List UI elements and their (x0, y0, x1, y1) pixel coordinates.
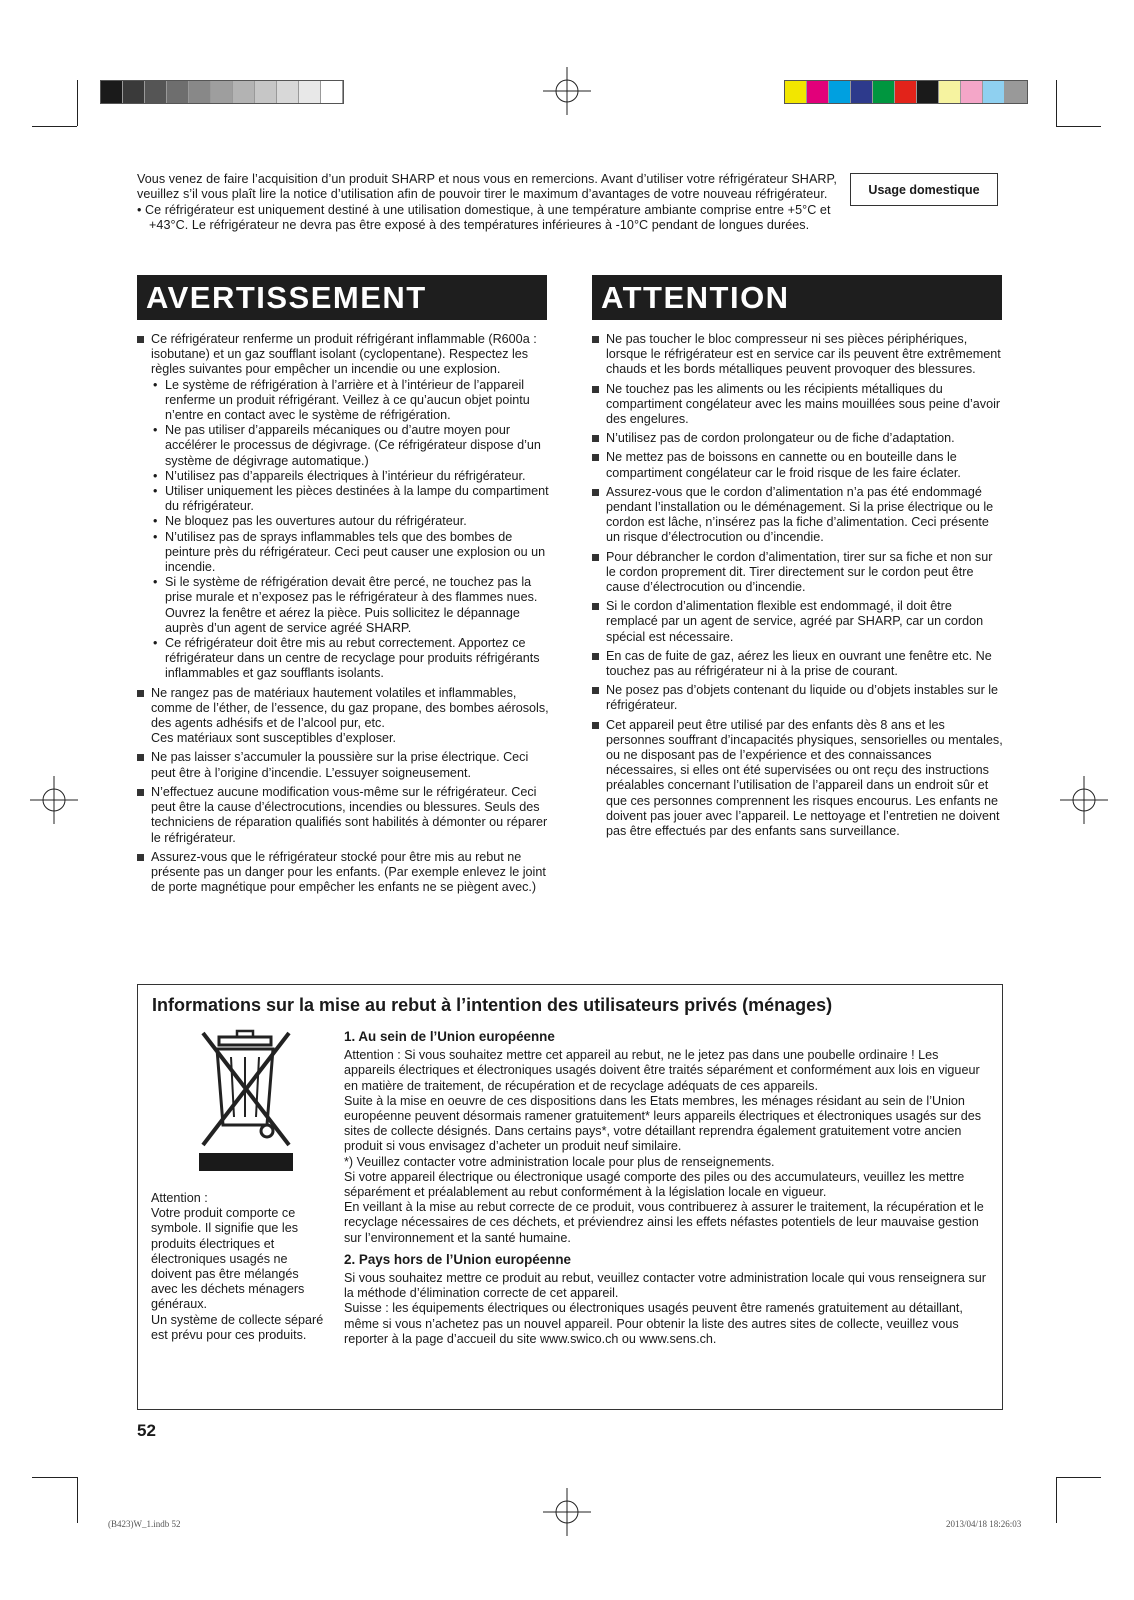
list-item: N’utilisez pas de cordon prolongateur ou de fiche d’adaptation. (592, 431, 1004, 446)
color-swatch (123, 81, 145, 103)
color-swatch (807, 81, 829, 103)
section-heading-non-eu: 2. Pays hors de l’Union européenne (344, 1251, 571, 1267)
crop-mark (32, 1477, 77, 1478)
warning-heading: AVERTISSEMENT (137, 275, 547, 320)
list-item: Pour débrancher le cordon d’alimentation, tirer sur sa fiche et non sur le cordon proprement dit. Tirer directement sur le cordon peut être cause d’électrocution ou d’incendie. (592, 550, 1004, 596)
sub-item: • Ce réfrigérateur doit être mis au rebut correctement. Apportez ce réfrigérateur dans un centre de recyclage pour produits réfrigérants inflammables et gaz soufflants isolants. (151, 636, 552, 682)
crop-mark (32, 126, 77, 127)
color-swatch (277, 81, 299, 103)
sub-item: • Ne bloquez pas les ouvertures autour du réfrigérateur. (151, 514, 552, 529)
paragraph: Suisse : les équipements électriques ou électroniques usagés peuvent être ramenés gratuitement au détaillant, même si vous n’achetez pas un nouvel appareil. Pour obtenir la liste des autres sites de collecte, veuillez vous reporter à la page d’accueil du site www.swico.ch ou www.sens.ch. (344, 1301, 963, 1346)
color-swatch (299, 81, 321, 103)
list-item: Cet appareil peut être utilisé par des enfants dès 8 ans et les personnes souffrant d’incapacités physiques, sensorielles ou mentales, ou ne disposant pas de l’expérience et des connaissances nécessaires, si elles ont été supervisées ou ont reçu des instructions préalables concernant l’utilisation de l’appareil dans un endroit sûr et que ces personnes comprennent les risques encourus. Les enfants ne doivent pas jouer avec l’appareil. Le nettoyage et l’entretien ne doivent pas être effectués par des enfants sans surveillance. (592, 718, 1004, 840)
warning-list (137, 332, 552, 895)
color-swatch (211, 81, 233, 103)
color-swatch (917, 81, 939, 103)
paragraph: Suite à la mise en oeuvre de ces dispositions dans les Etats membres, les ménages résidant au sein de l’Union européenne peuvent désormais ramener gratuitement* leurs appareils électriques et électroniques usagés sur des sites de collecte désignés. Dans certains pays*, votre détaillant reprendra également gratuitement votre ancien produit si vous envisagez d’acheter un produit neuf similaire. (344, 1093, 982, 1154)
list-item: Ne pas toucher le bloc compresseur ni ses pièces périphériques, lorsque le réfrigérateur est en service car ils peuvent être extrêmement chauds et les bords métalliques peuvent provoquer des blessures. (592, 332, 1004, 378)
file-slug: (B423)W_1.indb 52 (108, 1519, 181, 1529)
list-item: Ne touchez pas les aliments ou les récipients métalliques du compartiment congélateur avec les mains mouillées sous peine d’avoir des engelures. (592, 382, 1004, 428)
color-swatch (939, 81, 961, 103)
intro-paragraph: Vous venez de faire l’acquisition d’un produit SHARP et nous vous en remercions. Avant d’utiliser votre réfrigérateur SHARP, veuillez s’il vous plaît lire la notice d’utilisation afin de pouvoir tirer le maximum d’avantages de votre nouveau réfrigérateur. (137, 172, 837, 202)
disposal-info-box (137, 984, 1003, 1410)
color-swatch (873, 81, 895, 103)
registration-mark-icon (543, 67, 591, 115)
list-item: Ne posez pas d’objets contenant du liquide ou d’objets instables sur le réfrigérateur. (592, 683, 1004, 713)
list-item: Si le cordon d’alimentation flexible est endommagé, il doit être remplacé par un agent de service, agréé par SHARP, car un cordon spécial est nécessaire. (592, 599, 1004, 645)
attention-heading: ATTENTION (592, 275, 1002, 320)
crop-mark (1056, 1477, 1101, 1478)
list-item: Assurez-vous que le cordon d’alimentation n’a pas été endommagé pendant l’installation ou le déménagement. Si la prise électrique ou le cordon est lâche, n’insérez pas la fiche d’alimentation. Ceci présente un risque d’électrocution ou d’incendie. (592, 485, 1004, 546)
sub-item: • N’utilisez pas de sprays inflammables tels que des bombes de peinture près du réfrigérateur. Ceci peut causer une explosion ou un incendie. (151, 530, 552, 576)
page-number: 52 (137, 1421, 156, 1440)
list-item: N’effectuez aucune modification vous-même sur le réfrigérateur. Ceci peut être la cause d’électrocutions, incendies ou blessures. Seuls des techniciens de réparation qualifiés sont habilités à démonter ou réparer le réfrigérateur. (137, 785, 552, 846)
paragraph: Attention : Si vous souhaitez mettre cet appareil au rebut, ne le jetez pas dans une poubelle ordinaire ! Les appareils électriques et électroniques usagés doivent être traités séparément et conformément aux lois en vigueur en matière de traitement, de récupération et de recyclage adéquats de ces appareils. (344, 1048, 980, 1093)
disposal-main-text (344, 1029, 992, 1347)
registration-mark-icon (543, 1488, 591, 1536)
list-item: En cas de fuite de gaz, aérez les lieux en ouvrant une fenêtre etc. Ne touchez pas au réfrigérateur ni à la prise de courant. (592, 649, 1004, 679)
paragraph: Si votre appareil électrique ou électronique usagé comporte des piles ou des accumulateurs, veuillez les mettre séparément et préalablement au rebut conformément à la législation locale en vigueur. (344, 1169, 965, 1200)
crop-mark (1056, 80, 1057, 126)
color-swatch (145, 81, 167, 103)
color-swatch (101, 81, 123, 103)
list-item: Ne mettez pas de boissons en cannette ou en bouteille dans le compartiment congélateur car le froid risque de les faire éclater. (592, 450, 1004, 480)
intro-text (137, 172, 837, 233)
color-swatch (1005, 81, 1027, 103)
disposal-symbol-note: Attention : Votre produit comporte ce symbole. Il signifie que les produits électriques et électroniques usagés ne doivent pas être mélangés avec les déchets ménagers généraux. Un système de collecte séparé est prévu pour ces produits. (151, 1191, 324, 1342)
paragraph: En veillant à la mise au rebut correcte de ce produit, vous contribuerez à assurer le traitement, la récupération et le recyclage nécessaires de ces déchets, et préviendrez ainsi les effets néfastes potentiels de leur mauvaise gestion sur l’environnement et la santé humaine. (344, 1200, 984, 1245)
list-item: Ce réfrigérateur renferme un produit réfrigérant inflammable (R600a : isobutane) et un gaz soufflant isolant (cyclopentane). Respectez les règles suivantes pour empêcher un incendie ou une explosion. • Le système de réfrigération à l’arrière et à l’intérieur de l’appareil renferme un produit réfrigérant. Veillez à ce qu’aucun objet pointu n’entre en contact avec le système de réfrigération. • Ne pas utiliser d’appareils mécaniques ou d’autre moyen pour accélérer le processus de dégivrage. (Ce réfrigérateur dispose d’un système de dégivrage automatique.) • N’utilisez pas d’appareils électriques à l’intérieur du réfrigérateur. • Utiliser uniquement les pièces destinées à la lampe du compartiment du réfrigérateur. • Ne bloquez pas les ouvertures autour du réfrigérateur. • N’utilisez pas de sprays inflammables tels que des bombes de peinture près du réfrigérateur. Ceci peut causer une explosion ou un incendie. • Si le système de réfrigération devait être percé, ne touchez pas la prise murale et n’exposez pas le réfrigérateur à des flammes nues. Ouvrez la fenêtre et aérez la pièce. Puis sollicitez le dépannage auprès d’un agent de service agréé SHARP. • Ce réfrigérateur doit être mis au rebut correctement. Apportez ce réfrigérateur dans un centre de recyclage pour produits réfrigérants inflammables et gaz soufflants isolants. (137, 332, 552, 682)
color-swatch (233, 81, 255, 103)
sub-item: • Si le système de réfrigération devait être percé, ne touchez pas la prise murale et n’exposez pas le réfrigérateur à des flammes nues. Ouvrez la fenêtre et aérez la pièce. Puis sollicitez le dépannage auprès d’un agent de service agréé SHARP. (151, 575, 552, 636)
disposal-title: Informations sur la mise au rebut à l’intention des utilisateurs privés (ménages) (152, 995, 833, 1015)
paragraph: Si vous souhaitez mettre ce produit au rebut, veuillez contacter votre administration locale qui vous renseignera sur la méthode d’élimination correcte de cet appareil. (344, 1271, 986, 1301)
intro-bullet: • Ce réfrigérateur est uniquement destiné à une utilisation domestique, à une température ambiante comprise entre +5°C et +43°C. Le réfrigérateur ne devra pas être exposé à des températures inférieures à -10°C pendant de longues durées. (137, 202, 831, 232)
section-heading-eu: 1. Au sein de l’Union européenne (344, 1029, 555, 1044)
crop-mark (1056, 1477, 1057, 1523)
crop-mark (1056, 126, 1101, 127)
color-swatch (851, 81, 873, 103)
color-swatch (255, 81, 277, 103)
sub-item: • Le système de réfrigération à l’arrière et à l’intérieur de l’appareil renferme un produit réfrigérant. Veillez à ce qu’aucun objet pointu n’entre en contact avec le système de réfrigération. (151, 378, 552, 424)
color-swatch (961, 81, 983, 103)
color-control-bar (784, 80, 1028, 104)
crop-mark (77, 1477, 78, 1523)
color-swatch (895, 81, 917, 103)
color-swatch (829, 81, 851, 103)
paragraph: *) Veuillez contacter votre administration locale pour plus de renseignements. (344, 1154, 775, 1169)
color-swatch (321, 81, 343, 103)
gray-scale-bar (100, 80, 344, 104)
sub-list (151, 378, 552, 682)
list-item: Ne rangez pas de matériaux hautement volatiles et inflammables, comme de l’éther, de l’essence, du gaz propane, des bombes aérosols, des agents adhésifs et de l’alcool pur, etc. Ces matériaux sont susceptibles d’exploser. (137, 686, 552, 747)
crop-mark (77, 80, 78, 126)
list-item: Ne pas laisser s’accumuler la poussière sur la prise électrique. Ceci peut être à l’origine d’incendie. L’essuyer soigneusement. (137, 750, 552, 780)
sub-item: • Ne pas utiliser d’appareils mécaniques ou d’autre moyen pour accélérer le processus de dégivrage. (Ce réfrigérateur dispose d’un système de dégivrage automatique.) (151, 423, 552, 469)
timestamp-slug: 2013/04/18 18:26:03 (946, 1519, 1022, 1529)
color-swatch (189, 81, 211, 103)
color-swatch (167, 81, 189, 103)
list-item: Assurez-vous que le réfrigérateur stocké pour être mis au rebut ne présente pas un danger pour les enfants. (Par exemple enlevez le joint de porte magnétique pour empêcher les enfants ne se piègent avec.) (137, 850, 552, 896)
crossed-out-wheelie-bin-icon (181, 1027, 309, 1177)
color-swatch (785, 81, 807, 103)
sub-item: • Utiliser uniquement les pièces destinées à la lampe du compartiment du réfrigérateur. (151, 484, 552, 514)
registration-mark-icon (30, 776, 78, 824)
attention-list (592, 332, 1004, 839)
usage-badge: Usage domestique (850, 173, 998, 206)
sub-item: • N’utilisez pas d’appareils électriques à l’intérieur du réfrigérateur. (151, 469, 552, 484)
color-swatch (983, 81, 1005, 103)
registration-mark-icon (1060, 776, 1108, 824)
